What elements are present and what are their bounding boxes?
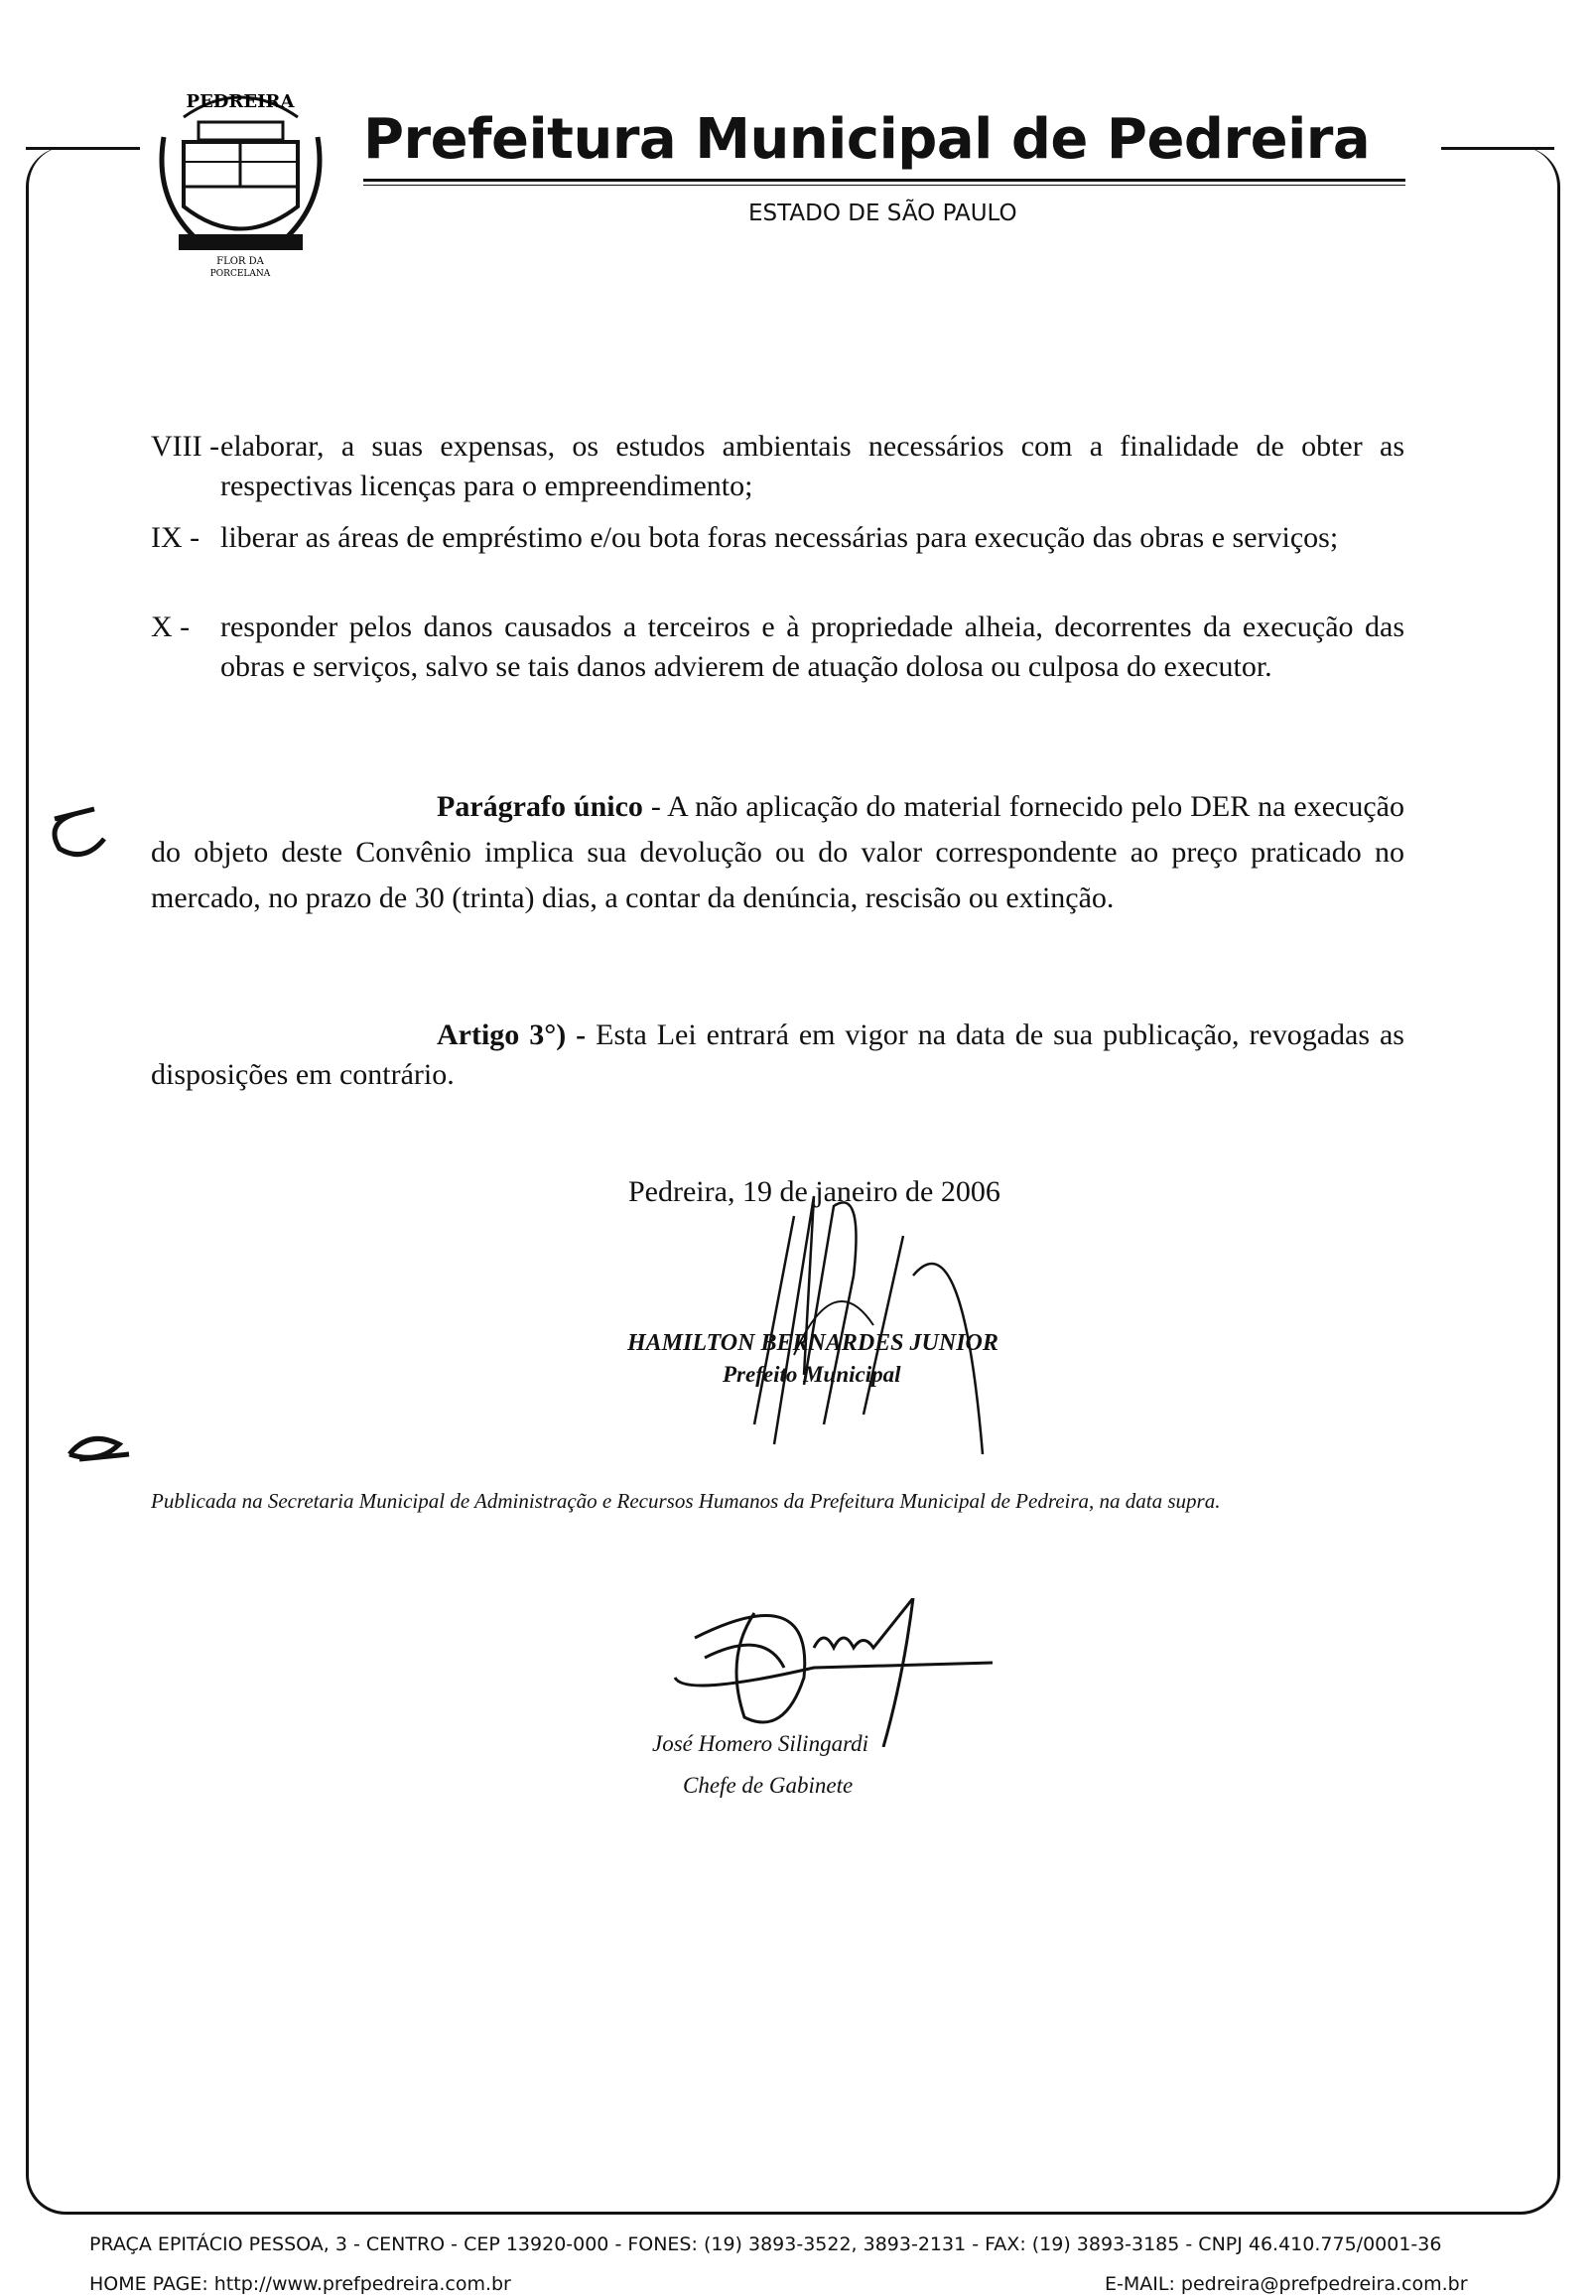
margin-mark bbox=[35, 794, 144, 874]
item-label: VIII - bbox=[151, 430, 220, 463]
mayor-signature bbox=[734, 1176, 993, 1474]
footer-email: E-MAIL: pedreira@prefpedreira.com.br bbox=[1105, 2273, 1468, 2295]
footer-address: PRAÇA EPITÁCIO PESSOA, 3 - CENTRO - CEP 13920-000 - FONES: (19) 3893-3522, 3893-2131 - FAX: (19) 3893-3185 - CNPJ 46.410.775/0001-36 bbox=[89, 2233, 1442, 2255]
signer-name: José Homero Silingardi bbox=[652, 1731, 869, 1756]
item-text: elaborar, a suas expensas, os estudos ambientais necessários com a finalidade de obter as respectivas licenças para o empreendimento; bbox=[220, 430, 1404, 502]
chief-signature bbox=[665, 1598, 1002, 1747]
item-text: responder pelos danos causados a terceiros e à propriedade alheia, decorrentes da execução das obras e serviços, salvo se tais danos advierem de atuação dolosa ou culposa do executor. bbox=[220, 610, 1404, 683]
coat-of-arms-logo bbox=[154, 77, 328, 281]
signer-name: HAMILTON BERNARDES JUNIOR bbox=[627, 1330, 998, 1356]
item-label: IX - bbox=[151, 521, 200, 554]
item-label: X - bbox=[151, 610, 191, 643]
list-item bbox=[151, 427, 1404, 506]
svg-text:PORCELANA: PORCELANA bbox=[209, 269, 271, 279]
frame-line bbox=[26, 147, 140, 150]
list-item bbox=[151, 518, 1404, 558]
article-text: Esta Lei entrará em vigor na data de sua publicação, revogadas as disposições em contrário. bbox=[151, 1018, 1404, 1091]
artigo-3 bbox=[151, 1015, 1404, 1095]
state-subtitle: ESTADO DE SÃO PAULO bbox=[748, 201, 1017, 226]
article-heading: Artigo 3°) - bbox=[437, 1018, 587, 1051]
footer-homepage: HOME PAGE: http://www.prefpedreira.com.br bbox=[89, 2273, 511, 2295]
title-underline bbox=[363, 179, 1405, 182]
list-item bbox=[151, 608, 1404, 687]
margin-mark bbox=[60, 1424, 149, 1474]
paragraph-heading: Parágrafo único bbox=[437, 790, 643, 823]
title-underline bbox=[363, 185, 1405, 186]
paragrafo-unico bbox=[151, 784, 1404, 921]
svg-text:FLOR DA: FLOR DA bbox=[216, 256, 264, 267]
item-text: liberar as áreas de empréstimo e/ou bota foras necessárias para execução das obras e serviços; bbox=[220, 521, 1339, 554]
paragraph-text: - A não aplicação do material fornecido pelo DER na execução do objeto deste Convênio implica sua devolução ou do valor correspondente ao preço praticado no mercado, no prazo de 30 (trinta) dias, a contar da denúncia, rescisão ou extinção. bbox=[151, 790, 1404, 914]
signer-role: Prefeito Municipal bbox=[723, 1362, 901, 1387]
frame-line bbox=[1441, 147, 1554, 150]
page-title: Prefeitura Municipal de Pedreira bbox=[363, 107, 1371, 172]
date-line: Pedreira, 19 de janeiro de 2006 bbox=[628, 1175, 1000, 1208]
publication-note: Publicada na Secretaria Municipal de Administração e Recursos Humanos da Prefeitura Municipal de Pedreira, na data supra. bbox=[151, 1489, 1221, 1513]
svg-text:PEDREIRA: PEDREIRA bbox=[186, 91, 295, 112]
signer-role: Chefe de Gabinete bbox=[683, 1773, 854, 1798]
